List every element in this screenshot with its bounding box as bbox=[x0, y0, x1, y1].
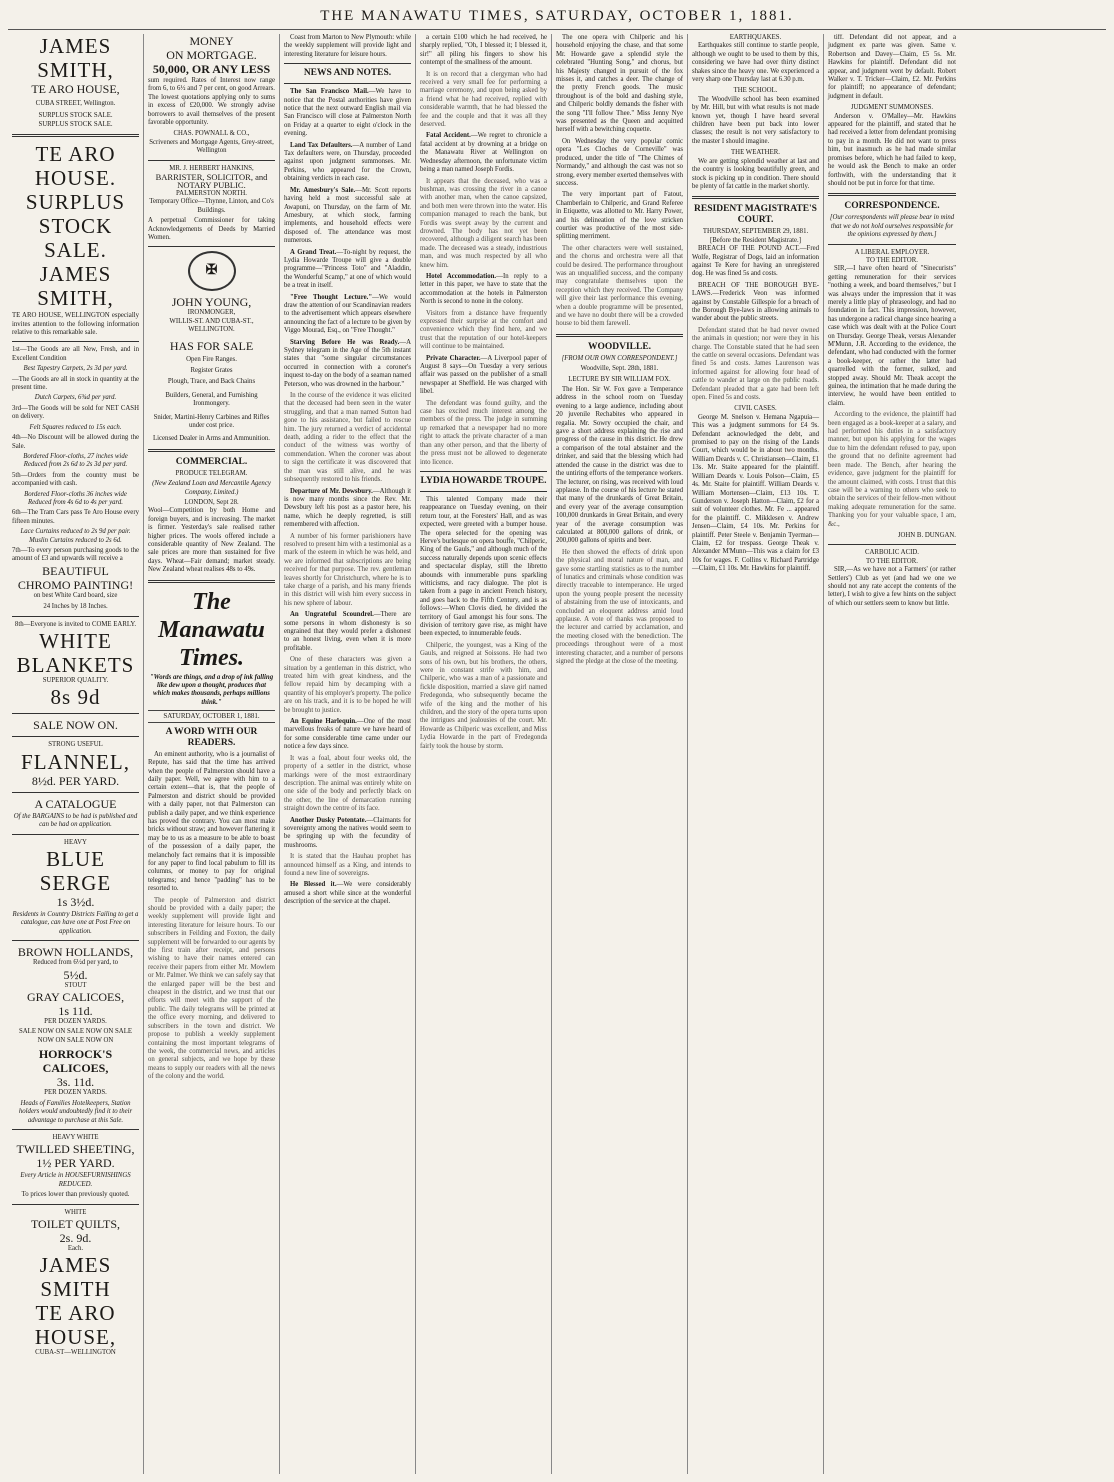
ad-sale-line-2: SURPLUS STOCK SALE. bbox=[38, 120, 113, 128]
hankins-office: Temporary Office—Thynne, Linton, and Co's Buildings. bbox=[149, 198, 274, 214]
firm-address: Scriveners and Mortgage Agents, Grey-street, Wellington bbox=[149, 138, 274, 155]
item-heading: Mr. Amesbury's Sale. bbox=[290, 186, 356, 194]
divider bbox=[12, 713, 139, 714]
item-heading: An Ungrateful Scoundrel. bbox=[290, 611, 374, 619]
item-heading: He Blessed it. bbox=[290, 881, 337, 889]
young-item: Licensed Dealer in Arms and Ammunition. bbox=[152, 435, 271, 443]
item-text: —To-night by request, the Lydia Howarde Troupe will give a double programme—"Princess Toto" and "Aladdin, the Wonderful Scamp," at one of which would be a treat in itself. bbox=[284, 248, 411, 290]
ad-horrocks: HORROCK'S CALICOES, bbox=[38, 1047, 113, 1076]
item-heading: Departure of Mr. Dewsbury. bbox=[290, 487, 373, 495]
commercial-date: LONDON, Sept 28. bbox=[184, 499, 239, 506]
column-5 bbox=[552, 34, 688, 1474]
masthead: THE MANAWATU TIMES, SATURDAY, OCTOBER 1, 1881. bbox=[8, 6, 1106, 30]
young-trade: IRONMONGER, bbox=[187, 309, 236, 317]
court-text-continued: Defendant stated that he had never owned the animals in question; nor were they in his charge. The Constable stated that he had seen the cattle on several occasions. Defendant was fined 5s and costs. James Laurenson was informed against for allowing four head of cattle to wander at large on the public roads. Defendant pleaded that a gate had been left open. Fined 5s and costs. bbox=[692, 326, 819, 402]
judgment-text: Anderson v. O'Malley—Mr. Hawkins appeared for the plaintiff, and stated that he had received a letter from defendant promising to pay in a month. He did not want to press him, but inasmuch as he had made similar promises before, which he had failed to keep, he would ask the Bench to make an order forthwith, with the understanding that it should not be put in force for that time. bbox=[828, 112, 956, 187]
young-city: WELLINGTON. bbox=[188, 326, 235, 334]
divider bbox=[12, 736, 139, 737]
commercial-sub: PRODUCE TELEGRAM. bbox=[175, 469, 248, 477]
ad-item: 1st—The Goods are all New, Fresh, and in Excellent Condition bbox=[12, 346, 139, 362]
ad-quilts: TOILET QUILTS, bbox=[30, 1216, 121, 1231]
ad-heavy: HEAVY bbox=[64, 838, 87, 846]
item-heading: "Free Thought Lecture." bbox=[290, 293, 373, 301]
money-amount: 50,000, OR ANY LESS bbox=[152, 62, 271, 76]
young-has-for-sale: HAS FOR SALE bbox=[169, 338, 254, 353]
ad-sale-heading: SALE. bbox=[44, 238, 107, 263]
young-item: Register Grates bbox=[190, 366, 233, 374]
ad-name-heading: JAMES SMITH, bbox=[37, 262, 114, 311]
item-text: —We were considerably amused a short while since at the wonderful description of the service at the chapel. bbox=[284, 881, 411, 906]
letter-text: SIR,—I have often heard of "Sinecurists" getting remuneration for their services "nothing a week, and board themselves," but I was always under the impression that it was merely a little play of phraseology, and had no foundation in fact. This impression, however, has undergone a radical change since hearing a case which was dealt with at the Police Court on Thursday. George Theak, versus Alexander M'Munn, J.R. According to the evidence, the defendant, who had conducted with the former a book-keeper, or rather the latter had quarrelled with the former, sulked, and stopped away. Should Mr. Theak accept the guinea, the intimation that he made during the interview, he would have been entitled to claim. bbox=[828, 265, 956, 407]
divider bbox=[148, 246, 275, 247]
item-text: —We would draw the attention of our Scandinavian readers to the advertisement which appears elsewhere announcing the fact of a lecture to be given by Viggo Mourad, Esq., on "Free Thought." bbox=[284, 293, 411, 335]
mortgage-heading: ON MORTGAGE. bbox=[166, 48, 257, 62]
divider bbox=[828, 244, 956, 245]
section-text: We are getting splendid weather at last and the country is looking beautifully green, and stock is picking up in condition. There should be plenty of fat cattle in the market shortly. bbox=[692, 157, 819, 190]
ad-surplus-heading: SURPLUS STOCK bbox=[25, 190, 126, 239]
ad-each: Each. bbox=[67, 1244, 84, 1252]
ad-chromo: CHROMO PAINTING! bbox=[17, 577, 134, 592]
ad-house-footer: TE ARO HOUSE, bbox=[34, 1301, 117, 1350]
court-before: [Before the Resident Magistrate.] bbox=[710, 236, 801, 244]
ad-price: 1½ PER YARD. bbox=[36, 1156, 115, 1171]
item-heading: Fatal Accident. bbox=[426, 132, 471, 140]
item-text: —There are some persons in whom dishonesty is so engrained that they would prefer a dishonest to an honest living, even when it is more profitable. bbox=[284, 611, 412, 652]
letter-text-continued: According to the evidence, the plaintiff had been engaged as a book-keeper at a salary, and had performed his duties in a satisfactory manner, but upon his applying for the wages due to him the defendant refused to pay, upon the ground that no definite agreement had been made. The Bench, after hearing the evidence, gave judgment for the plaintiff for the amount claimed, with costs. I trust that this case will be a warning to others who seek to obtain the services of their fellow-men without making adequate remuneration for the same. Thanking you for your valuable space, I am, &c., bbox=[828, 411, 956, 528]
item-text-continued: One of these characters was given a situation by a gentleman in this district, who treated him with great kindness, and the fellow repaid him by decamping with a quantity of his employer's property. The police are on his track, and it is to be hoped he will be brought to justice. bbox=[284, 656, 411, 714]
ad-item-price: Bordered Floor-cloths, 27 inches wide Reduced from 2s 6d to 2s 3d per yard. bbox=[23, 452, 128, 469]
court-text: tiff. Defendant did not appear, and a judgment ex parte was given. Same v. Robertson and Davey—Claim, £5 5s. Mr. Hawkins for plaintiff. Defendant did not appear, and judgment went by default. Robert Walker v. T. Tricker—Claim, £2. Mr. Perkins for plaintiff; no appearance of defendant; judgment in default. bbox=[828, 34, 956, 100]
paper-motto: "Words are things, and a drop of ink falling like dew upon a thought, produces that which makes thousands, perhaps millions think." bbox=[149, 673, 274, 706]
paper-date: SATURDAY, OCTOBER 1, 1881. bbox=[148, 710, 275, 722]
divider bbox=[148, 160, 275, 161]
item-heading: A Grand Treat. bbox=[290, 248, 337, 256]
item-text-continued: A number of his former parishioners have resolved to present him with a testimonial as a mark of the esteem in which he was held, and we are informed that subscriptions are being received for that purpose. The rev. gentleman leaves shortly for Christchurch, where he is to take charge of a parish, and his many friends in this district will wish him every success in his new sphere of labour. bbox=[284, 532, 411, 607]
news-heading: NEWS AND NOTES. bbox=[303, 68, 392, 79]
ad-item: —The Goods are all in stock in quantity at the present time. bbox=[12, 375, 139, 392]
commercial-text: Wool—Competition by both Home and foreign buyers, and is increasing. The market is firmer. Yesterday's sale realised rather higher prices. The wools offered include a considerable quantity of New Zealand. The sale prices are more than sustained for five days. Wheat—Fair demand; market steady. New Zealand wheat realises 48s to 49s. bbox=[148, 507, 275, 574]
ad-item-price: Bordered Floor-cloths 36 inches wide Reduced from 4s 6d to 4s per yard. bbox=[24, 490, 127, 506]
hankins-place: PALMERSTON NORTH. bbox=[176, 189, 247, 197]
item-text: —We have to notice that the Postal authorities have given notice that the next outward English mail via San Francisco will close at Palmerston North on Friday at a quarter to eight o'clock in the evening. bbox=[284, 88, 411, 138]
divider bbox=[12, 940, 139, 941]
ad-per: PER DOZEN YARDS. bbox=[44, 1089, 107, 1097]
ad-item: 6th—The Tram Cars pass Te Aro House every fifteen minutes. bbox=[12, 509, 139, 525]
ad-item-price: Felt Squares reduced to 15s each. bbox=[29, 423, 122, 431]
commercial-agency: (New Zealand Loan and Mercantile Agency Company, Limited.) bbox=[152, 480, 271, 496]
ad-name: JAMES SMITH, bbox=[37, 34, 114, 82]
ad-sale-now: SALE NOW ON. bbox=[33, 718, 118, 733]
money-heading: MONEY bbox=[189, 34, 234, 48]
section-heading: THE WEATHER. bbox=[731, 149, 780, 157]
divider bbox=[692, 196, 819, 199]
leader-text: An eminent authority, who is a journalist of Repute, has said that the time has arrived when the people of Palmerston should have a daily paper. Well, we agree with him to a certain extent—that is, that the people of Palmerston and district should be provided with a daily paper, not that Palmerston can publish a daily paper, and we think experience has proved the contrary. You can most make bricks without straw; and however flattering it may be to us as a measure to be able to boast of the possession of a daily paper, the melancholy fact remains that it is impossible for any paper to find local pabulum to fill its columns, or money to pay for original telegrams; and hence "padding" has to be resorted to. bbox=[148, 750, 275, 893]
ad-item-price: Best Tapestry Carpets, 2s 3d per yard. bbox=[23, 365, 128, 373]
ad-beautiful: BEAUTIFUL bbox=[42, 563, 109, 578]
divider bbox=[284, 63, 411, 64]
woodville-heading: WOODVILLE. bbox=[587, 341, 652, 352]
ad-prices: To prices lower than previously quoted. bbox=[21, 1191, 130, 1199]
ad-item: 5th—Orders from the country must be accompanied with cash. bbox=[12, 471, 139, 488]
item-text-continued: In the course of the evidence it was elicited that the deceased had been seen in the water struggling, and that a man named Sutton had gone to his assistance, but failed to rescue him. The jury returned a verdict of accidental death, adding a rider to the effect that the conduct of the witness was worthy of commendation. When the coroner was about to sign the certificate it was discovered that the man was still alive, and he was subsequently restored to his friends. bbox=[284, 392, 411, 484]
item-heading: An Equine Harlequin. bbox=[290, 718, 357, 726]
civil-heading: CIVIL CASES. bbox=[734, 405, 777, 413]
correspondence-note: [Our correspondents will please bear in mind that we do not hold ourselves responsible for the opinions expressed by them.] bbox=[829, 214, 955, 239]
ad-article: Every Article in HOUSEFURNISHINGS REDUCED. bbox=[20, 1172, 131, 1188]
review-text: On Wednesday the very popular comic opera "Les Cloches de Corneville" was produced, under the title of "The Chimes of Normandy," and although the cast was not so strong, every member exerted themselves with success. bbox=[556, 137, 683, 187]
ad-white: WHITE bbox=[64, 1208, 87, 1216]
item-text-continued: It was a foal, about four weeks old, the property of a settler in the district, whose markings were of the most extraordinary description. The animal was entirely white on one side of the body and perfectly black on the other, the line of demarcation running straight down the centre of its face. bbox=[284, 754, 411, 813]
ad-families: Heads of Families Hotelkeepers, Station holders would undoubtedly find it to their advantage to purchase at this Sale. bbox=[18, 1099, 133, 1124]
ad-intro: TE ARO HOUSE, WELLINGTON especially invites attention to the following information relative to this remarkable sale. bbox=[12, 312, 139, 337]
ad-flannel: FLANNEL, bbox=[21, 749, 130, 774]
item-text: —A Sydney telegram in the Age of the 5th instant states that "some singular circumstances occurred in connection with a coroner's inquest to-day on the body of a seaman named Peterson, who was drowned in the harbour." bbox=[284, 338, 411, 388]
young-item: Snider, Martini-Henry Carbines and Rifles under cost price. bbox=[153, 413, 270, 429]
young-item: Builders, General, and Furnishing Ironmongery. bbox=[165, 391, 258, 408]
correspondence-heading: CORRESPONDENCE. bbox=[844, 201, 940, 212]
review-text: The one opera with Chilperic and his household enjoying the chase, and that some Mr. Howarde gave a splendid style the celebrated "Hunting Song," and chorus, but his Majesty changed in pursuit of the fox misses it, and catches a deer. The change of the pretty French goods. The music throughout is of the bold and dashing style, and Chilperic boldly demands the fisher with the song "I'll follow Thee." Miss Jenny Nye was presented as the Queen and acquitted herself with a bewitching coquette. bbox=[556, 34, 683, 134]
ad-catalogue: A CATALOGUE bbox=[34, 796, 117, 811]
item-text: —A Liverpool paper of August 8 says—On Tuesday a very serious affair was passed on the publisher of a small newspaper at Sheffield. He was charged with libel. bbox=[420, 354, 547, 396]
letter-heading: CARBOLIC ACID. bbox=[864, 549, 919, 557]
column-6 bbox=[688, 34, 824, 1474]
ad-item-price: Dutch Carpets, 6¾d per yard. bbox=[34, 394, 117, 402]
column-4 bbox=[416, 34, 552, 1474]
money-text: sum required. Rates of Interest now range from 6, to 6½ and 7 per cent, on good Arrears. The lowest quotations applying only to sums in excess of £20,000. We strongly advise borrowers to avail themselves of the present favorable opportunity. bbox=[148, 77, 275, 127]
ad-sale-line: SURPLUS STOCK SALE. bbox=[38, 112, 113, 120]
ad-house: TE ARO HOUSE, bbox=[31, 82, 120, 96]
divider bbox=[420, 471, 547, 472]
review-text-continued: The other characters were well sustained, and the chorus and orchestra were all that could be desired. The performance throughout was an unqualified success, and the company may congratulate themselves upon the reception which they received. The Company will give their last performance this evening, when a double programme will be presented, and we have no doubt there will be a crowded house to bid them farewell. bbox=[556, 244, 683, 328]
column-2 bbox=[144, 34, 280, 1474]
ad-quality: SUPERIOR QUALITY. bbox=[42, 677, 109, 684]
ad-stout: STOUT bbox=[64, 981, 87, 989]
hankins-name: MR. J. HERBERT HANKINS, bbox=[169, 164, 254, 172]
ad-heavy-white: HEAVY WHITE bbox=[52, 1133, 99, 1141]
divider bbox=[12, 134, 139, 137]
lydia-heading: LYDIA HOWARDE TROUPE. bbox=[420, 475, 547, 486]
ad-item: 4th—No Discount will be allowed during the Sale. bbox=[12, 434, 139, 450]
lydia-text: This talented Company made their reappearance on Tuesday evening, on their return tour, at the Foresters' Hall, and as was expected, were greeted with a bumper house. The opera selected for the opening was Herve's burlesque on opera bouffe, "Chilperic, King of the Gauls," and although much of the success naturally depends upon scenic effects and spectacular display, still the libretto abounds with innumerable puns sparkling witticisms, and racy dialogue. The plot is taken from a page in ancient French history, and goes back to the Fifth Century, and is as follows:—When Clovis died, he divided the territory of Gaul amongst his four sons. The division of territory gave rise, as might have been expected, to innumerable feuds. bbox=[420, 495, 547, 638]
court-text: BREACH OF THE POUND ACT.—Fred Wolfe, Registrar of Dogs, laid an information against Te Kere for having an unregistered dog. He was fined 5s and costs. bbox=[692, 245, 819, 278]
item-text: —We regret to chronicle a fatal accident at by drowning at a bridge on the Manawatu River at Wellington on Wednesday afternoon, the unfortunate victim being a man named Joseph Fordis. bbox=[420, 132, 548, 174]
ad-calicoes: GRAY CALICOES, bbox=[26, 990, 125, 1005]
section-heading: THE SCHOOL. bbox=[733, 87, 778, 95]
ad-sheeting: TWILLED SHEETING, bbox=[16, 1142, 135, 1157]
ad-hollands: BROWN HOLLANDS, bbox=[17, 945, 134, 960]
ad-price: 5½d. bbox=[63, 967, 88, 982]
hankins-commissioner: A perpetual Commissioner for taking Acknowledgements of Deeds by Married Women. bbox=[148, 217, 275, 241]
lydia-text-continued: Chilperic, the youngest, was a King of the Gauls, and reigned at Soissons. He had two sons of his own, but his brothers, the others, were in constant strife with him, and Chilperic, who was a man of a passionate and fickle disposition, married a slave girl named Fredegonda, who subsequently became the wife of the king and the mother of his children, and the story of the opera turns upon the intrigues and jealousies of the court. Mr. Howarde as Chilperic was excellent, and Miss Lydia Howarde in the part of Fredegonda fairly took the house by storm. bbox=[420, 641, 547, 750]
divider bbox=[828, 544, 956, 545]
divider bbox=[284, 83, 411, 84]
section-heading: EARTHQUAKES. bbox=[729, 34, 782, 41]
ad-strong: STRONG USEFUL bbox=[48, 741, 103, 749]
young-item: Open Fire Ranges. bbox=[186, 355, 237, 363]
item-text: —Although it is now many months since the Rev. Mr. Dewsbury left his post as a pastor here, his name, which he deeply regretted, is still remembered with affection. bbox=[284, 487, 411, 529]
column-1-advertisement bbox=[8, 34, 144, 1474]
item-text-continued: Visitors from a distance have frequently expressed their surprise at the comfort and convenience which they find here, and we trust that the reputation of our hotel-keepers will continue to be maintained. bbox=[420, 309, 547, 351]
column-7 bbox=[824, 34, 960, 1474]
item-text: —One of the most marvellous freaks of nature we have heard of for some considerable time came under our notice a few days since. bbox=[284, 718, 412, 751]
divider bbox=[828, 193, 956, 196]
divider bbox=[12, 341, 139, 342]
hankins-title: BARRISTER, SOLICITOR, and NOTARY PUBLIC. bbox=[155, 172, 268, 191]
item-text-continued: It appears that the deceased, who was a bushman, was crossing the river in a canoe with another man, when the canoe capsized, and both men were thrown into the water. His companion managed to reach the bank, but Fordis was swept away by the current and drowned. The body has not yet been recovered, although a diligent search has been made. The deceased was a steady, industrious man, and was much respected by all who knew him. bbox=[420, 177, 547, 269]
court-date: THURSDAY, SEPTEMBER 29, 1881. bbox=[702, 228, 809, 236]
young-item: Plough, Trace, and Back Chains bbox=[167, 378, 256, 386]
ad-street: CUBA STREET, Wellington. bbox=[35, 100, 116, 107]
item-text: —A number of Land Tax defaulters were, on Thursday, proceeded against upon judgment summonses. Mr. Perkins, who appeared for the Crown, obtaining verdicts in each case. bbox=[284, 141, 411, 183]
item-text: —Claimants for sovereignty among the natives would seem to be springing up with the fecundity of mushrooms. bbox=[284, 816, 411, 849]
letter-text: SIR,—As we have not a Farmers' (or rather Settlers') Club as yet (and had we one we should not any rate accept the contents of the letter), I wish to give a few hints on the subject of which our settlers seem to know but little. bbox=[828, 566, 956, 607]
letter-heading: A LIBERAL EMPLOYER. bbox=[854, 248, 930, 256]
court-text: BREACH OF THE BOROUGH BYE-LAWS.—Frederick Veon was informed against by Constable Gillespie for a breach of the Borough Bye-laws in allowing animals to wander about the public streets. bbox=[692, 281, 819, 323]
item-heading: Land Tax Defaulters. bbox=[290, 141, 353, 149]
young-street: WILLIS-ST. AND CUBA-ST., bbox=[169, 317, 254, 325]
divider bbox=[12, 1129, 139, 1130]
ad-price: 2s. 9d. bbox=[59, 1230, 92, 1245]
item-heading: Starving Before He was Ready. bbox=[290, 338, 400, 346]
court-heading: RESIDENT MAGISTRATE'S COURT. bbox=[694, 204, 817, 226]
item-text: —In reply to a letter in this paper, we have to state that the accommodation at the hotels in Palmerston North is second to none in the colony. bbox=[420, 272, 548, 306]
ad-hollands-detail: Reduced from 6½d per yard, to bbox=[32, 959, 119, 967]
article-text: a certain £100 which he had received, he sharply replied, "Oh, I blessed it; I blessed it, sir!" all piling his fingers to show his contempt of the smallness of the amount. bbox=[420, 34, 547, 67]
royal-arms-icon: ✠ bbox=[188, 251, 236, 291]
ad-price: 1s 3½d. bbox=[56, 895, 95, 910]
ad-serge: BLUE SERGE bbox=[39, 847, 112, 896]
judgment-heading: JUDGMENT SUMMONSES. bbox=[850, 104, 934, 112]
ad-name-footer: JAMES SMITH bbox=[39, 1253, 112, 1302]
commercial-heading: COMMERCIAL. bbox=[175, 456, 248, 467]
divider bbox=[148, 449, 275, 452]
ad-blankets: WHITE BLANKETS bbox=[16, 629, 135, 677]
review-text: The very important part of Fatout, Chamberlain to Chilperic, and Grand Referee in Etiquette, was allotted to Mr. Harry Power, and his delineation of the love stricken courtier was productive of the most side-splitting merriment. bbox=[556, 191, 683, 241]
divider bbox=[12, 1204, 139, 1205]
ad-catalogue-text: Of the BARGAINS to be had is published and can be had on application. bbox=[13, 812, 138, 829]
lecture-text-continued: He then showed the effects of drink upon the physical and moral nature of man, and gave some startling statistics as to the number of lunatics and criminals whose condition was directly traceable to intemperance. He urged upon the young people present the necessity of abstaining from the use of intoxicants, and concluded an eloquent address amid loud applause. A vote of thanks was proposed to the lecturer and carried by acclamation, and the meeting closed with the benediction. The proceedings throughout were of a most interesting character, and a number of persons signed the pledge at the close of the meeting. bbox=[556, 548, 683, 666]
item-text: —Mr. Scott reports having held a most successful sale at Awapuni, on Thursday, on the farm of Mr. Amesbury, at which stock, farming implements, and household effects were disposed of. The attendance was most numerous. bbox=[284, 186, 411, 245]
item-text-continued: The defendant was found guilty, and the case has excited much interest among the members of the press. The judge in summing up remarked that a newspaper had no more right to attack the private character of a man than any other person, and that the liberty of the press must not be allowed to degenerate into licence. bbox=[420, 399, 547, 466]
item-text-continued: It is stated that the Hauhau prophet has announced himself as a King, and intends to found a new line of sovereigns. bbox=[284, 853, 411, 877]
section-text: The Woodville school has been examined by Mr. Hill, but with what results is not made known yet, though I have heard several children have been put back into lower classes; the result is not very satisfactory to the master I should imagine. bbox=[692, 95, 819, 145]
divider bbox=[12, 792, 139, 793]
woodville-correspondent: [FROM OUR OWN CORRESPONDENT.] bbox=[561, 354, 678, 362]
column-3 bbox=[280, 34, 416, 1474]
divider bbox=[556, 334, 683, 337]
leader-heading: A WORD WITH OUR READERS. bbox=[165, 726, 258, 748]
ad-per: PER DOZEN YARDS. bbox=[44, 1018, 107, 1026]
ad-house-heading: TE ARO HOUSE. bbox=[34, 142, 117, 191]
item-heading: Private Character. bbox=[426, 354, 481, 362]
ad-invite: 8th—Everyone is invited to COME EARLY. bbox=[14, 620, 137, 628]
ad-price: 8½d. PER YARD. bbox=[31, 773, 120, 788]
section-text: Earthquakes still continue to startle people, although we ought to be used to them by this, considering we have had over thirty distinct shakes since the heavy one. We experienced a very sharp one Thursday last at 6.30 p.m. bbox=[692, 42, 819, 84]
leader-text-continued: The people of Palmerston and district should be provided with a daily paper; the weekly supplement will provide light and interesting literature for leisure hours. To our subscribers in Feilding and Foxton, the daily supplement will be forwarded to our agents by the first train after receipt, and persons wishing to have their names entered can receive their papers from either Mr. Mowlem or Mr. Palmer. We think we can safely say that the enlarged paper will be the best and cheapest in the district, and we trust that our efforts will meet with the support of the public. The daily telegrams will be printed at the office every morning, and delivered to subscribers in the town and district. We propose to publish a weekly supplement containing the most important telegrams of the week, the commercial news, and articles on general subjects, and we hope by these means to supply our readers with all the news of the colony and the world. bbox=[148, 896, 275, 1081]
civil-text: George M. Snelson v. Hemana Ngapuia—This was a judgment summons for £4 9s. Defendant acknowledged the debt, and promised to pay on the rising of the Lands Court, which would be in about two months. William Deards v. C. Christiansen—Claim, £1 13s. Mr. Staite appeared for the plaintiff. William Deards v. Louis Polson—Claim, £5 4s. Mr. Staite for plaintiff. William Deards v. William Mortensen—Claim, £13 10s. T. Gunderson v. Joseph Hatton—Claim, £2 for a suit of volunteer clothes. Mr. Fe ... appeared for the plaintiff. C. Mikklesen v. Andrew Jensen—Claim, £4 10s. Mr. Perkins for plaintiff. Peter Steele v. Benjamin Tyerman—Claim, £2 for trespass. George Theak v. Alexander M'Munn—This was a claim for £3 10s for wages. F. Collins v. Richard Partridge—Claim, £1 10s. Mr. Hawkins for plaintiff. bbox=[692, 413, 819, 573]
divider bbox=[12, 834, 139, 835]
divider bbox=[420, 491, 547, 492]
young-name: JOHN YOUNG, bbox=[171, 295, 252, 310]
ad-sale-now-repeat: SALE NOW ON SALE NOW ON SALE NOW ON SALE NOW ON bbox=[18, 1028, 133, 1044]
ad-street-footer: CUBA-ST—WELLINGTON bbox=[35, 1349, 116, 1357]
divider bbox=[12, 616, 139, 617]
columns bbox=[8, 34, 1106, 1474]
letter-signature: JOHN B. DUNGAN. bbox=[897, 531, 956, 539]
lecture-heading: LECTURE BY SIR WILLIAM FOX. bbox=[568, 375, 671, 383]
divider bbox=[148, 580, 275, 583]
item-heading: The San Francisco Mail. bbox=[290, 88, 369, 96]
ad-item-price: Lace Curtains reduced to 2s 9d per pair. Muslin Curtains reduced to 2s 6d. bbox=[20, 528, 131, 544]
letter-to-editor: TO THE EDITOR. bbox=[866, 557, 918, 565]
ad-price: 3s. 11d. bbox=[56, 1075, 95, 1090]
ad-item: 7th—To every person purchasing goods to the amount of £3 and upwards will receive a bbox=[12, 546, 139, 563]
item-heading: Hotel Accommodation. bbox=[426, 272, 497, 280]
letter-to-editor: TO THE EDITOR. bbox=[866, 256, 918, 264]
woodville-date: Woodville, Sept. 28th, 1881. bbox=[580, 365, 659, 373]
firm-name: CHAS. POWNALL & CO., bbox=[173, 130, 250, 138]
paper-title: The Manawatu Times. bbox=[158, 588, 265, 671]
ad-chromo-detail: on best White Card board, size bbox=[33, 591, 118, 599]
lecture-text: The Hon. Sir W. Fox gave a Temperance address in the school room on Tuesday evening to a large audience, including about 20 juvenile Rechabites who appeared in regalia. Mr. Sowry occupied the chair, and gave a short address explaining the rise and progress of the cause in this district. He drew a comparison of the total abstainer and the drinker, and said that the blessing which had attended the cause in the district was due to the untiring efforts of the temperance workers. The lecturer, on rising, was received with loud applause. In the course of his lecture he stated that many of the drunkards of Great Britain, and every year of the average consumption 100,000 drunkards in Great Britain, and every year of the average consumption was calculated at 800,000 gallons of drink, or 200,000 gallons of spirits and beer. bbox=[556, 386, 683, 545]
ad-residents: Residents in Country Districts Failing to get a catalogue, can have one at Post Free on application. bbox=[12, 911, 139, 935]
item-heading: Another Dusky Potentate. bbox=[290, 816, 367, 824]
ad-price: 8s 9d bbox=[50, 685, 101, 710]
ad-price: 1s 11d. bbox=[58, 1004, 93, 1019]
article-text-continued: It is on record that a clergyman who had received a very small fee for performing a marriage ceremony, and upon being asked by a friend what he had received, replied with considerable warmth, that he had blessed the fee and the couple and that it was all they deserved. bbox=[420, 70, 547, 129]
ad-size: 24 Inches by 18 Inches. bbox=[43, 603, 108, 611]
article-text: Coast from Marton to New Plymouth: while the weekly supplement will provide light and interesting literature for leisure hours. bbox=[284, 34, 411, 58]
ad-item: 3rd—The Goods will be sold for NET CASH on delivery. bbox=[12, 404, 139, 421]
